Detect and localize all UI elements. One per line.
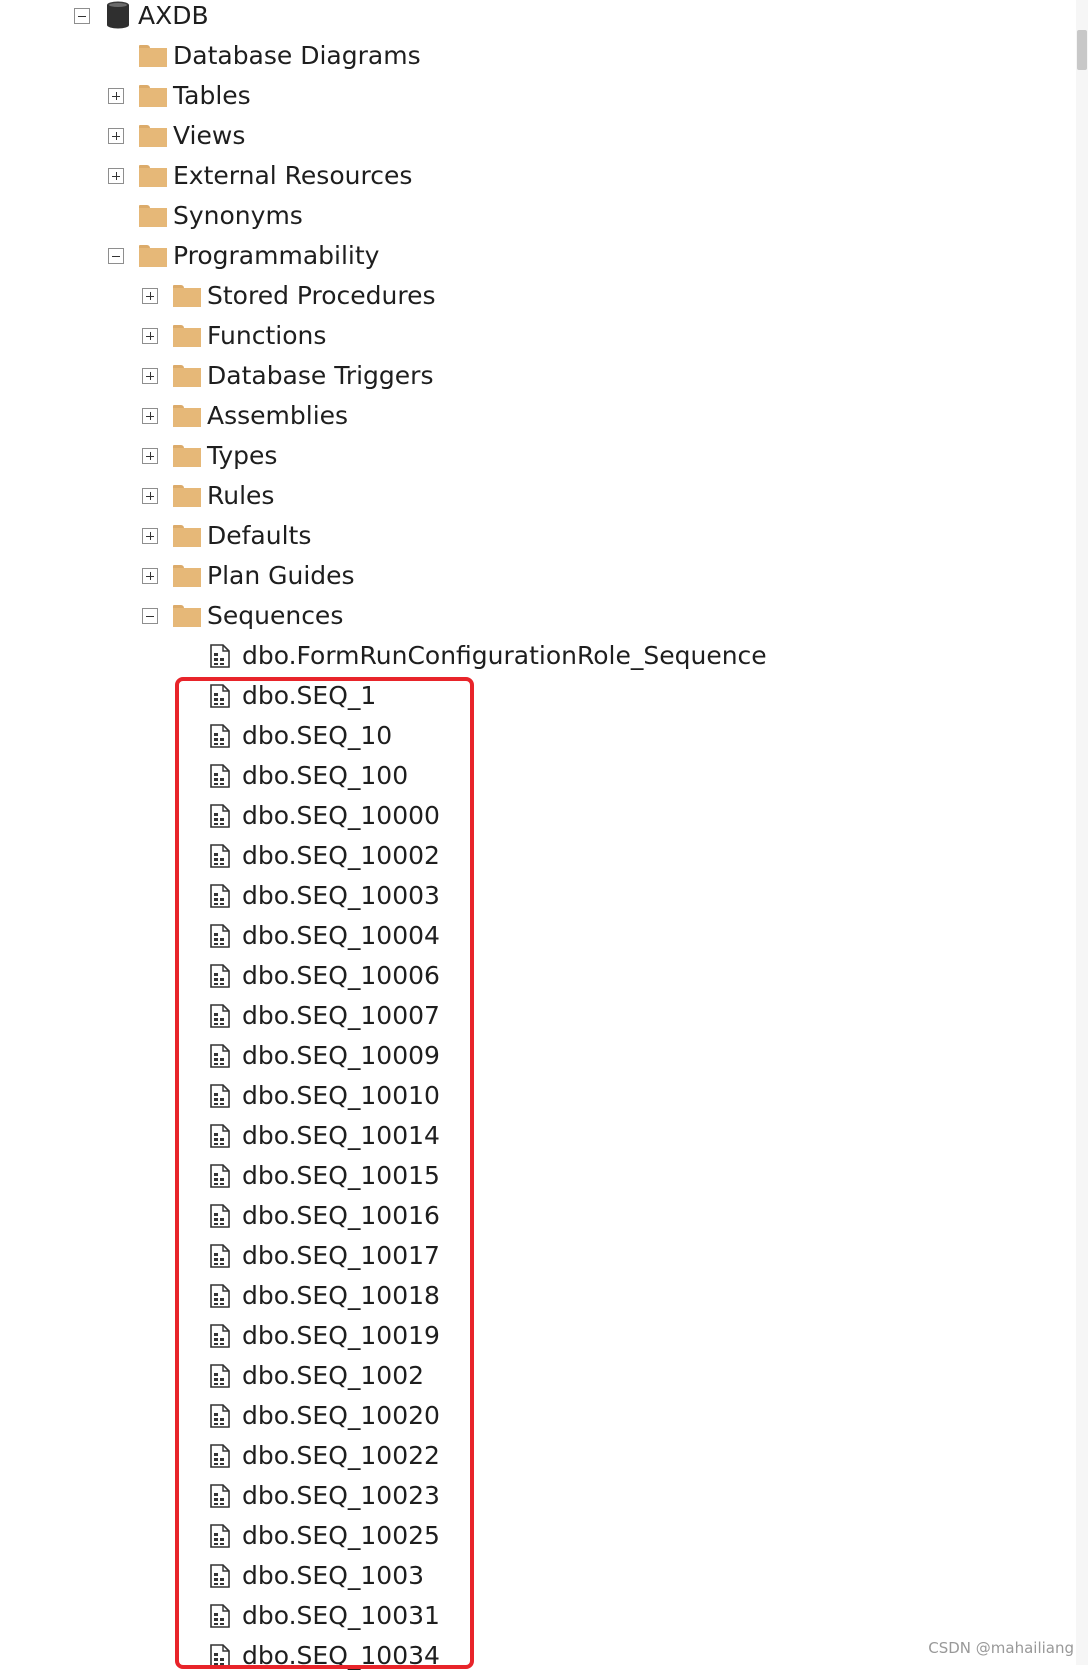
tree-node-label: Programmability [173, 241, 380, 270]
sequence-icon [210, 924, 230, 948]
tree-node-label: Tables [173, 81, 251, 110]
sequence-icon [210, 1604, 230, 1628]
tree-node-label: dbo.SEQ_10017 [242, 1241, 440, 1270]
scrollbar-thumb[interactable] [1077, 30, 1087, 70]
sequence-item[interactable] [0, 916, 800, 956]
tree-node-label: dbo.SEQ_10034 [242, 1641, 440, 1670]
sequence-item[interactable] [0, 1516, 800, 1556]
sequence-icon [210, 644, 230, 668]
expand-icon[interactable] [142, 368, 158, 384]
sequence-item[interactable] [0, 1156, 800, 1196]
tree-node-label: dbo.SEQ_10020 [242, 1401, 440, 1430]
tree-node-label: dbo.SEQ_1002 [242, 1361, 425, 1390]
tree-node-label: Plan Guides [207, 561, 355, 590]
sequence-icon [210, 884, 230, 908]
tree-node-plan-guides[interactable] [0, 556, 800, 596]
sequence-icon [210, 1044, 230, 1068]
expand-icon[interactable] [142, 488, 158, 504]
folder-icon [173, 325, 201, 347]
tree-node-label: dbo.SEQ_1003 [242, 1561, 425, 1590]
sequence-icon [210, 1004, 230, 1028]
folder-icon [173, 565, 201, 587]
tree-node-label: dbo.SEQ_100 [242, 761, 409, 790]
sequence-icon [210, 724, 230, 748]
tree-node-synonyms[interactable] [0, 196, 800, 236]
sequence-item[interactable] [0, 1276, 800, 1316]
tree-node-label: dbo.SEQ_10014 [242, 1121, 440, 1150]
folder-icon [139, 245, 167, 267]
sequence-icon [210, 844, 230, 868]
watermark: CSDN @mahailiang [928, 1639, 1074, 1657]
tree-node-tables[interactable] [0, 76, 800, 116]
sequence-item[interactable] [0, 1236, 800, 1276]
sequence-icon [210, 804, 230, 828]
sequence-item[interactable] [0, 1636, 800, 1676]
tree-node-axdb[interactable] [0, 0, 400, 36]
tree-node-database-triggers[interactable] [0, 356, 800, 396]
sequence-icon [210, 1644, 230, 1668]
collapse-icon[interactable] [108, 248, 124, 264]
tree-node-programmability[interactable] [0, 236, 800, 276]
tree-node-label: dbo.SEQ_10019 [242, 1321, 440, 1350]
sequence-item[interactable] [0, 1356, 800, 1396]
tree-node-label: Views [173, 121, 246, 150]
tree-node-label: dbo.SEQ_10018 [242, 1281, 440, 1310]
sequence-icon [210, 1564, 230, 1588]
tree-node-label: dbo.SEQ_10015 [242, 1161, 440, 1190]
tree-node-label: Defaults [207, 521, 312, 550]
tree-node-label: dbo.SEQ_10 [242, 721, 393, 750]
tree-node-label: Database Diagrams [173, 41, 421, 70]
tree-node-stored-procedures[interactable] [0, 276, 800, 316]
tree-node-label: Stored Procedures [207, 281, 436, 310]
expand-icon[interactable] [142, 408, 158, 424]
sequence-item[interactable] [0, 1476, 800, 1516]
tree-node-types[interactable] [0, 436, 800, 476]
sequence-item[interactable] [0, 1036, 800, 1076]
sequence-icon [210, 1364, 230, 1388]
tree-node-label: dbo.SEQ_10009 [242, 1041, 440, 1070]
sequence-icon [210, 1324, 230, 1348]
folder-icon [173, 525, 201, 547]
sequence-item[interactable] [0, 1116, 800, 1156]
folder-icon [173, 485, 201, 507]
sequence-item[interactable] [0, 876, 800, 916]
tree-node-defaults[interactable] [0, 516, 800, 556]
sequence-item[interactable] [0, 1196, 800, 1236]
expand-icon[interactable] [108, 128, 124, 144]
sequence-item[interactable] [0, 1316, 800, 1356]
sequence-item[interactable] [0, 716, 800, 756]
tree-node-label: dbo.SEQ_10010 [242, 1081, 440, 1110]
tree-node-label: dbo.SEQ_1 [242, 681, 377, 710]
tree-node-label: dbo.SEQ_10031 [242, 1601, 440, 1630]
tree-node-assemblies[interactable] [0, 396, 800, 436]
sequence-icon [210, 1404, 230, 1428]
tree-node-label: Sequences [207, 601, 344, 630]
sequence-icon [210, 1084, 230, 1108]
sequence-icon [210, 1484, 230, 1508]
expand-icon[interactable] [142, 288, 158, 304]
tree-node-label: dbo.SEQ_10022 [242, 1441, 440, 1470]
tree-node-label: Assemblies [207, 401, 349, 430]
sequence-item[interactable] [0, 636, 800, 676]
sequence-icon [210, 1124, 230, 1148]
tree-node-label: dbo.SEQ_10002 [242, 841, 440, 870]
tree-node-external-resources[interactable] [0, 156, 800, 196]
expand-icon[interactable] [142, 568, 158, 584]
expand-icon[interactable] [142, 448, 158, 464]
sequence-item[interactable] [0, 836, 800, 876]
vertical-scrollbar[interactable] [1076, 0, 1088, 1665]
folder-icon [173, 605, 201, 627]
sequence-icon [210, 1204, 230, 1228]
sequence-item[interactable] [0, 796, 800, 836]
expand-icon[interactable] [108, 168, 124, 184]
sequence-item[interactable] [0, 996, 800, 1036]
tree-node-label: dbo.SEQ_10006 [242, 961, 440, 990]
tree-node-label: External Resources [173, 161, 413, 190]
tree-node-label: dbo.SEQ_10000 [242, 801, 440, 830]
sequence-icon [210, 1244, 230, 1268]
collapse-icon[interactable] [74, 8, 90, 24]
tree-node-functions[interactable] [0, 316, 800, 356]
tree-node-label: Database Triggers [207, 361, 434, 390]
tree-node-sequences[interactable] [0, 596, 800, 636]
folder-icon [173, 365, 201, 387]
tree-node-label: dbo.FormRunConfigurationRole_Sequence [242, 641, 767, 670]
tree-node-label: dbo.SEQ_10004 [242, 921, 440, 950]
database-icon [106, 1, 130, 29]
sequence-item[interactable] [0, 1556, 800, 1596]
folder-icon [173, 445, 201, 467]
sequence-item[interactable] [0, 676, 800, 716]
collapse-icon[interactable] [142, 608, 158, 624]
folder-icon [173, 285, 201, 307]
sequence-icon [210, 1284, 230, 1308]
sequence-icon [210, 1444, 230, 1468]
tree-node-label: Rules [207, 481, 275, 510]
tree-node-label: Types [207, 441, 278, 470]
tree-node-views[interactable] [0, 116, 800, 156]
tree-node-label: dbo.SEQ_10007 [242, 1001, 440, 1030]
sequence-icon [210, 684, 230, 708]
folder-icon [139, 45, 167, 67]
sequence-icon [210, 964, 230, 988]
tree-node-label: Functions [207, 321, 327, 350]
expand-icon[interactable] [142, 328, 158, 344]
folder-icon [139, 165, 167, 187]
sequence-icon [210, 764, 230, 788]
tree-node-database-diagrams[interactable] [0, 36, 800, 76]
expand-icon[interactable] [108, 88, 124, 104]
folder-icon [139, 85, 167, 107]
folder-icon [173, 405, 201, 427]
sequence-item[interactable] [0, 956, 800, 996]
tree-node-label: dbo.SEQ_10023 [242, 1481, 440, 1510]
tree-node-label: Synonyms [173, 201, 303, 230]
sequence-item[interactable] [0, 1076, 800, 1116]
sequence-item[interactable] [0, 1596, 800, 1636]
expand-icon[interactable] [142, 528, 158, 544]
tree-node-label: dbo.SEQ_10016 [242, 1201, 440, 1230]
sequence-item[interactable] [0, 756, 800, 796]
tree-node-rules[interactable] [0, 476, 800, 516]
folder-icon [139, 205, 167, 227]
sequence-icon [210, 1524, 230, 1548]
sequence-icon [210, 1164, 230, 1188]
tree-node-label: dbo.SEQ_10025 [242, 1521, 440, 1550]
tree-node-label: dbo.SEQ_10003 [242, 881, 440, 910]
folder-icon [139, 125, 167, 147]
sequence-item[interactable] [0, 1396, 800, 1436]
tree-node-label: AXDB [138, 1, 209, 30]
sequence-item[interactable] [0, 1436, 800, 1476]
